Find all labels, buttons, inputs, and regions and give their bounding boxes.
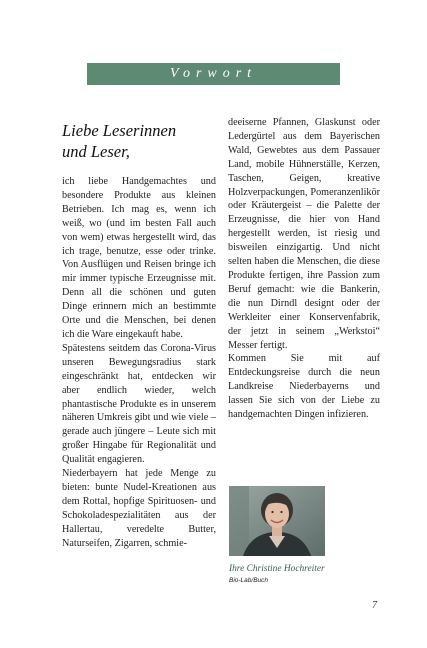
- salutation: [62, 120, 212, 162]
- left-column: [62, 175, 216, 550]
- author-photo: [229, 486, 325, 556]
- salutation-line-1: Liebe Leserinnen: [62, 121, 177, 140]
- salutation-line-2: und Leser,: [62, 142, 130, 161]
- body-paragraph: deeiserne Pfannen, Glaskunst oder Ledergürtel aus dem Bayerischen Wald, Gewebtes aus dem Passauer Land, mobile Hühnerställe, Kerzen, Taschen, Geigen, kreative Holzverpackungen, Pomeranzenlikör oder Kräutergeist – die Palette der Erzeugnisse, die hier von Hand hergestellt werden, ist riesig und bisweilen einzigartig. Und nicht selten haben die Menschen, die diese Produkte fertigen, ihre Passion zum Beruf gemacht: wie die Bankerin, die nun Dirndl designt oder der Werkleiter einer Konservenfabrik, der jetzt in seinem „Werkstoi“ Messer fertigt.: [228, 117, 380, 351]
- body-paragraph: ich liebe Handgemachtes und besondere Produkte aus kleinen Betrieben. Ich mag es, wenn ich weiß, wo (und im besten Fall auch von wem) etwas hergestellt wird, das ich trage, benutze, esse oder trinke. Von Ausflügen und Reisen bringe ich mir immer typische Erzeugnisse mit. Denn all die schönen und guten Dinge erinnern mich an bestimmte Orte und die Menschen, bei denen ich die Ware eingekauft habe.: [62, 176, 216, 340]
- header-band: [87, 63, 340, 85]
- section-title: Vorwort: [169, 66, 258, 81]
- signature-name: Ihre Christine Hochreiter: [229, 564, 325, 574]
- right-column: [228, 116, 380, 422]
- body-paragraph: Spätestens seitdem das Corona-Virus unseren Bewegungsradius stark eingeschränkt hat, entdecken wir aber endlich wieder, welch phantastische Produkte es in unserem näheren Umkreis gibt und wie viele – gerade auch jüngere – Leute sich mit großer Hingabe für Regionalität und Qualität engagieren.: [62, 342, 216, 466]
- body-paragraph: Niederbayern hat jede Menge zu bieten: bunte Nudel-Kreationen aus dem Rottal, hopfige Spirituosen- und Schokoladespezialitäten aus der Hallertau, veredelte Butter, Naturseifen, Zigarren, schmie-: [62, 468, 216, 549]
- signature-role: Bio-Lab/Buch: [229, 577, 269, 584]
- portrait-image: [229, 486, 325, 556]
- page-number: 7: [372, 600, 377, 611]
- body-paragraph: Kommen Sie mit auf Entdeckungsreise durch die neun Landkreise Niederbayerns und lassen Sie sich von der Liebe zu handgemachten Dingen infizieren.: [228, 353, 380, 421]
